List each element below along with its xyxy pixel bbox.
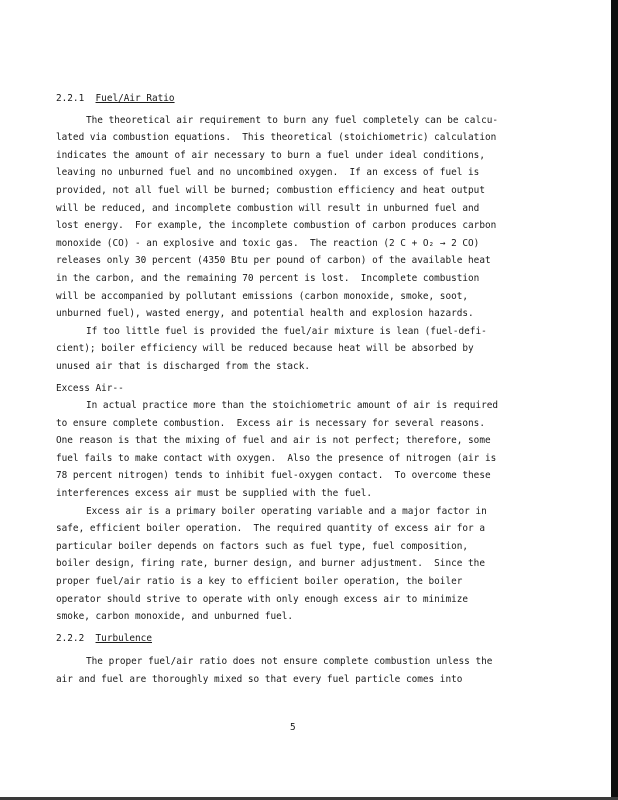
- document-page: [56, 84, 536, 689]
- section-221-para-2: [56, 323, 536, 376]
- section-222-number: 2.2.2: [56, 632, 85, 644]
- text-line: smoke, carbon monoxide, and unburned fuel.: [56, 611, 294, 623]
- text-line: One reason is that the mixing of fuel and air is not perfect; therefore, some: [56, 435, 491, 447]
- text-line: lated via combustion equations. This theoretical (stoichiometric) calculation: [56, 132, 497, 144]
- text-line: If too little fuel is provided the fuel/air mixture is lean (fuel-defi-: [86, 325, 487, 337]
- text-line: fuel fails to make contact with oxygen. Also the presence of nitrogen (air is: [56, 452, 497, 464]
- text-line: releases only 30 percent (4350 Btu per pound of carbon) of the available heat: [56, 255, 491, 267]
- scan-edge-right: [611, 0, 618, 800]
- section-222-heading: [56, 630, 536, 648]
- text-line: The proper fuel/air ratio does not ensure complete combustion unless the: [86, 656, 493, 668]
- excess-air-heading: Excess Air--: [56, 382, 124, 394]
- excess-air-para-1: [56, 397, 536, 503]
- text-line: lost energy. For example, the incomplete combustion of carbon produces carbon: [56, 220, 497, 232]
- text-line: leaving no unburned fuel and no uncombined oxygen. If an excess of fuel is: [56, 167, 480, 179]
- text-line: proper fuel/air ratio is a key to efficient boiler operation, the boiler: [56, 576, 463, 588]
- section-222-para-1: [56, 653, 536, 688]
- text-line: safe, efficient boiler operation. The required quantity of excess air for a: [56, 523, 485, 535]
- text-line: indicates the amount of air necessary to burn a fuel under ideal conditions,: [56, 149, 485, 161]
- excess-air-para-2: [56, 503, 536, 626]
- text-line: interferences excess air must be supplied with the fuel.: [56, 488, 373, 500]
- section-222-title: Turbulence: [95, 632, 152, 644]
- text-line: operator should strive to operate with only enough excess air to minimize: [56, 593, 469, 605]
- section-221-heading: [56, 90, 536, 108]
- text-line: provided, not all fuel will be burned; combustion efficiency and heat output: [56, 184, 485, 196]
- section-221-para-1: [56, 112, 536, 323]
- text-line: The theoretical air requirement to burn any fuel completely can be calcu-: [86, 114, 499, 126]
- text-line: in the carbon, and the remaining 70 percent is lost. Incomplete combustion: [56, 272, 480, 284]
- text-line: 78 percent nitrogen) tends to inhibit fuel-oxygen contact. To overcome these: [56, 470, 491, 482]
- text-line: to ensure complete combustion. Excess air is necessary for several reasons.: [56, 417, 485, 429]
- page-number: 5: [290, 722, 296, 733]
- text-line: In actual practice more than the stoichiometric amount of air is required: [86, 400, 499, 412]
- section-221-number: 2.2.1: [56, 93, 85, 104]
- text-line: particular boiler depends on factors such as fuel type, fuel composition,: [56, 540, 469, 552]
- text-line: unburned fuel), wasted energy, and potential health and explosion hazards.: [56, 308, 474, 320]
- section-221-title: Fuel/Air Ratio: [95, 93, 175, 104]
- text-line: will be accompanied by pollutant emissions (carbon monoxide, smoke, soot,: [56, 290, 469, 302]
- text-line: boiler design, firing rate, burner design, and burner adjustment. Since the: [56, 558, 485, 570]
- text-line: Excess air is a primary boiler operating variable and a major factor in: [86, 505, 487, 517]
- text-line: air and fuel are thoroughly mixed so that every fuel particle comes into: [56, 674, 463, 685]
- text-line: monoxide (CO) - an explosive and toxic gas. The reaction (2 C + O₂ → 2 CO): [56, 237, 480, 249]
- text-line: cient); boiler efficiency will be reduced because heat will be absorbed by: [56, 343, 474, 355]
- text-line: unused air that is discharged from the stack.: [56, 360, 310, 372]
- text-line: will be reduced, and incomplete combustion will result in unburned fuel and: [56, 202, 480, 214]
